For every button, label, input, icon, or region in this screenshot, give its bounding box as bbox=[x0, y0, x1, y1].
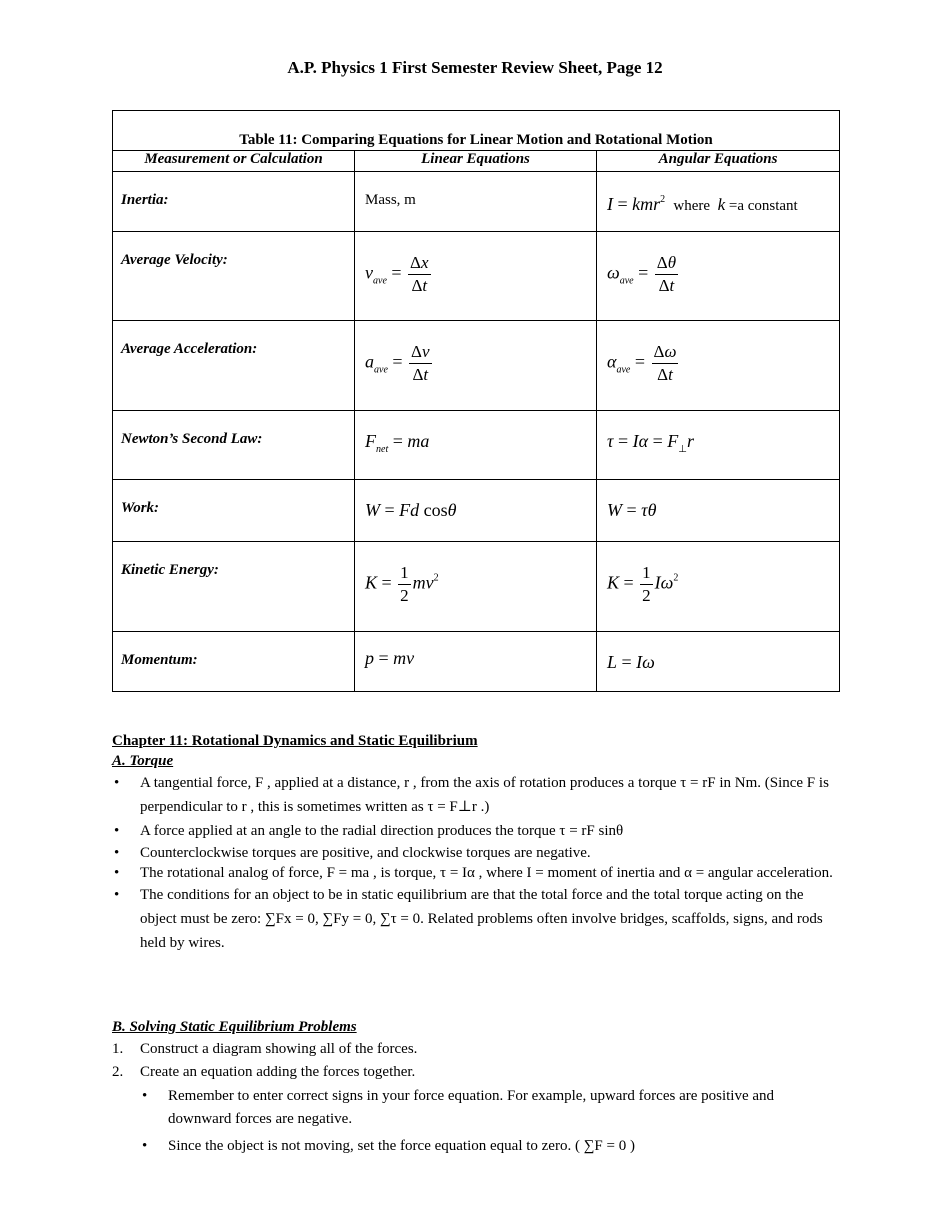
sub-bullet-2: Since the object is not moving, set the force equation equal to zero. ( ∑F = 0 ) bbox=[168, 1138, 635, 1154]
solving-steps bbox=[112, 1039, 839, 1082]
row-label: Momentum: bbox=[113, 632, 355, 692]
linear-work: W = Fd cosθ bbox=[355, 480, 597, 542]
section-b bbox=[112, 1017, 839, 1158]
angular-avg-velocity: $\omega_{ave}$ = $\frac{\Delta\theta}{\Delta t}$ bbox=[597, 232, 840, 321]
step-1: Construct a diagram showing all of the forces. bbox=[140, 1041, 418, 1057]
torque-bullets bbox=[112, 771, 839, 955]
torque-bullet-1: A tangential force, F , applied at a distance, r , from the axis of rotation produces a torque τ = rF in Nm. (Since F is perpendicular to r , this is sometimes written as τ = F⊥r .) bbox=[140, 775, 829, 815]
page-title: A.P. Physics 1 First Semester Review Sheet, Page 12 bbox=[287, 58, 663, 77]
list-item bbox=[112, 863, 839, 883]
bullet-icon: • bbox=[114, 865, 120, 881]
row-label: Newton’s Second Law: bbox=[113, 411, 355, 480]
section-b-title: B. Solving Static Equilibrium Problems bbox=[112, 1019, 357, 1035]
row-label: Inertia: bbox=[113, 172, 355, 232]
sub-bullet-1: Remember to enter correct signs in your force equation. For example, upward forces are positive and downward forces are negative. bbox=[168, 1088, 775, 1127]
torque-bullet-4: The rotational analog of force, F = ma , is torque, τ = Iα , where I = moment of inertia and α = angular acceleration. bbox=[140, 865, 833, 881]
table-caption: Table 11: Comparing Equations for Linear Motion and Rotational Motion bbox=[113, 111, 840, 151]
angular-newton: $\tau = I\alpha = F_\perp r$ bbox=[597, 411, 840, 480]
row-label: Average Velocity: bbox=[113, 232, 355, 321]
table-row bbox=[113, 232, 840, 321]
list-item bbox=[112, 1062, 839, 1082]
section-a-title: A. Torque bbox=[112, 753, 174, 769]
list-item bbox=[112, 1085, 839, 1131]
angular-inertia: I = kmr$^2$ where k =a constant bbox=[597, 172, 840, 232]
list-item bbox=[112, 1039, 839, 1059]
comparison-table bbox=[112, 110, 840, 692]
linear-avg-acceleration: $a_{ave}$ = $\frac{\Delta v}{\Delta t}$ bbox=[355, 321, 597, 411]
linear-momentum: p = mv bbox=[355, 632, 597, 692]
table-row bbox=[113, 321, 840, 411]
step-2: Create an equation adding the forces together. bbox=[140, 1064, 416, 1080]
linear-newton: $F_{net}$ = ma bbox=[355, 411, 597, 480]
angular-work: W = τθ bbox=[597, 480, 840, 542]
chapter-title: Chapter 11: Rotational Dynamics and Static Equilibrium bbox=[112, 733, 478, 749]
torque-bullet-3: Counterclockwise torques are positive, and clockwise torques are negative. bbox=[140, 845, 591, 861]
angular-momentum: L = Iω bbox=[597, 632, 840, 692]
bullet-icon: • bbox=[114, 887, 120, 903]
table-row bbox=[113, 632, 840, 692]
bullet-icon: • bbox=[142, 1088, 148, 1104]
step-2-sub-bullets bbox=[112, 1085, 839, 1158]
linear-kinetic-energy: K = $\frac{1}{2}$ $mv^2$ bbox=[355, 542, 597, 632]
table-row bbox=[113, 542, 840, 632]
list-item bbox=[112, 1134, 839, 1158]
list-item bbox=[112, 883, 839, 955]
linear-inertia: Mass, m bbox=[355, 172, 597, 232]
header-linear: Linear Equations bbox=[355, 151, 597, 172]
row-label: Kinetic Energy: bbox=[113, 542, 355, 632]
table-header-row bbox=[113, 151, 840, 172]
torque-bullet-5: The conditions for an object to be in static equilibrium are that the total force and the total torque acting on the object must be zero: ∑Fx = 0, ∑Fy = 0, ∑τ = 0. Related problems often involve bridges, scaffolds, signs, and rods held by wires. bbox=[140, 887, 823, 951]
bullet-icon: • bbox=[142, 1138, 148, 1154]
header-angular: Angular Equations bbox=[597, 151, 840, 172]
bullet-icon: • bbox=[114, 845, 120, 861]
bullet-icon: • bbox=[114, 823, 120, 839]
chapter-11-section bbox=[112, 731, 839, 955]
table-row bbox=[113, 172, 840, 232]
step-number: 1. bbox=[112, 1041, 124, 1057]
table-row bbox=[113, 411, 840, 480]
list-item bbox=[112, 819, 839, 843]
table-row bbox=[113, 480, 840, 542]
row-label: Work: bbox=[113, 480, 355, 542]
angular-avg-acceleration: $\alpha_{ave}$ = $\frac{\Delta\omega}{\Delta t}$ bbox=[597, 321, 840, 411]
linear-avg-velocity: $v_{ave}$ = $\frac{\Delta x}{\Delta t}$ bbox=[355, 232, 597, 321]
step-number: 2. bbox=[112, 1064, 124, 1080]
torque-bullet-2: A force applied at an angle to the radial direction produces the torque τ = rF sinθ bbox=[140, 823, 624, 839]
angular-kinetic-energy: K = $\frac{1}{2}$ $I\omega^2$ bbox=[597, 542, 840, 632]
list-item bbox=[112, 843, 839, 863]
bullet-icon: • bbox=[114, 775, 120, 791]
row-label: Average Acceleration: bbox=[113, 321, 355, 411]
list-item bbox=[112, 771, 839, 819]
header-measurement: Measurement or Calculation bbox=[113, 151, 355, 172]
